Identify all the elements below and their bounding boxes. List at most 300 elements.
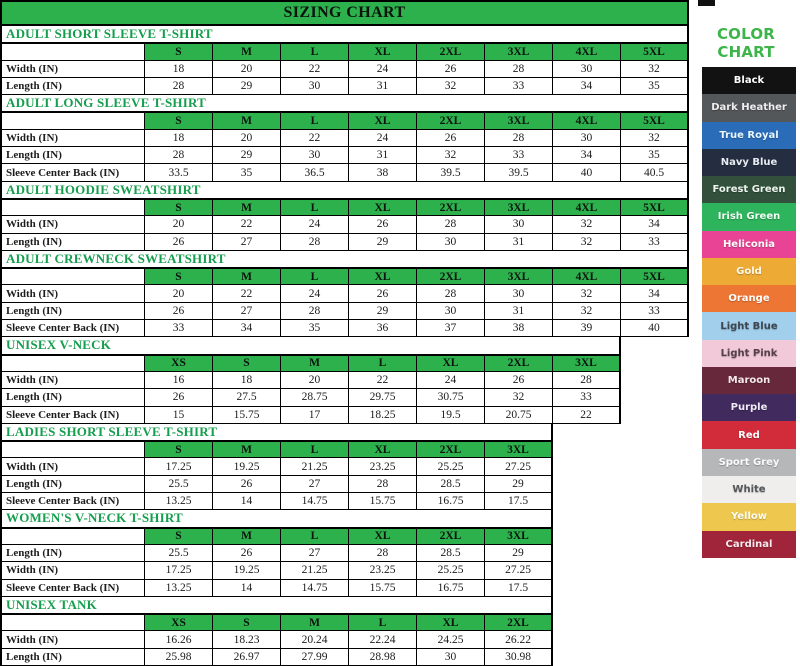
sizing-section (0, 597, 690, 666)
size-header-cell: L (349, 355, 417, 372)
value-cell: 22 (213, 216, 281, 233)
value-cell: 23.25 (349, 562, 417, 579)
color-swatch-label: Sport Grey (718, 456, 780, 468)
size-header-row (0, 268, 690, 285)
row-label-cell: Length (IN) (0, 303, 145, 320)
size-header-cell: 3XL (485, 528, 553, 545)
value-cell: 26 (145, 389, 213, 406)
color-swatch-label: Red (738, 429, 760, 441)
color-chart-swatches (702, 67, 796, 558)
size-header-row (0, 112, 690, 129)
value-cell: 27 (213, 303, 281, 320)
value-cell: 34 (621, 216, 689, 233)
value-cell: 30 (485, 216, 553, 233)
color-swatch-label: Light Blue (720, 320, 778, 332)
value-cell: 29 (349, 303, 417, 320)
value-cell: 32 (553, 216, 621, 233)
value-cell: 28 (145, 147, 213, 164)
size-header-cell: 3XL (485, 441, 553, 458)
value-cell: 27.99 (281, 649, 349, 666)
measurement-row (0, 78, 690, 95)
value-cell: 32 (417, 78, 485, 95)
value-cell: 15.75 (349, 580, 417, 597)
row-label-cell: Width (IN) (0, 285, 145, 302)
size-header-cell: 3XL (553, 355, 621, 372)
value-cell: 24.25 (417, 631, 485, 648)
value-cell: 31 (485, 234, 553, 251)
value-cell: 30 (417, 649, 485, 666)
sizing-sections (0, 26, 690, 666)
value-cell: 20 (145, 216, 213, 233)
size-table (0, 268, 690, 337)
measurement-row (0, 285, 690, 302)
value-cell: 20 (145, 285, 213, 302)
color-swatch-label: White (732, 484, 766, 496)
measurement-row (0, 580, 690, 597)
row-label-cell: Length (IN) (0, 389, 145, 406)
color-swatch-label: Forest Green (712, 184, 786, 196)
size-header-row (0, 355, 690, 372)
value-cell: 28 (349, 476, 417, 493)
color-swatch-label: Light Pink (720, 347, 778, 359)
size-header-cell: XL (349, 43, 417, 60)
row-label-cell: Sleeve Center Back (IN) (0, 320, 145, 337)
value-cell: 22 (349, 372, 417, 389)
value-cell: 28 (553, 372, 621, 389)
color-swatch (702, 94, 796, 121)
size-header-row (0, 528, 690, 545)
value-cell: 33 (621, 234, 689, 251)
row-label-cell: Sleeve Center Back (IN) (0, 407, 145, 424)
value-cell: 26 (417, 61, 485, 78)
size-header-cell: M (213, 268, 281, 285)
row-label-cell: Width (IN) (0, 631, 145, 648)
row-label-cell: Width (IN) (0, 61, 145, 78)
value-cell: 32 (417, 147, 485, 164)
value-cell: 20 (213, 130, 281, 147)
sizing-chart-banner-title: SIZING CHART (283, 4, 406, 21)
value-cell: 37 (417, 320, 485, 337)
color-swatch-label: Heliconia (722, 238, 776, 250)
value-cell: 16 (145, 372, 213, 389)
size-header-row (0, 43, 690, 60)
size-header-cell: 2XL (417, 43, 485, 60)
value-cell: 22 (281, 61, 349, 78)
size-header-cell: 2XL (417, 441, 485, 458)
value-cell: 29.75 (349, 389, 417, 406)
section-title: ADULT CREWNECK SWEATSHIRT (0, 251, 689, 268)
value-cell: 38 (349, 164, 417, 181)
size-header-cell: 2XL (417, 112, 485, 129)
value-cell: 30 (553, 130, 621, 147)
value-cell: 14.75 (281, 493, 349, 510)
value-cell: 35 (281, 320, 349, 337)
measurement-row (0, 389, 690, 406)
value-cell: 25.5 (145, 476, 213, 493)
size-header-cell: XL (349, 112, 417, 129)
value-cell: 21.25 (281, 562, 349, 579)
value-cell: 26 (485, 372, 553, 389)
value-cell: 30 (417, 234, 485, 251)
value-cell: 18 (145, 61, 213, 78)
value-cell: 30 (281, 147, 349, 164)
size-header-cell: 4XL (553, 112, 621, 129)
size-header-cell: S (145, 199, 213, 216)
color-swatch (702, 531, 796, 558)
measurement-row (0, 631, 690, 648)
row-label-cell: Length (IN) (0, 78, 145, 95)
sizing-section (0, 182, 690, 251)
value-cell: 26 (349, 285, 417, 302)
size-header-cell: M (281, 614, 349, 631)
size-header-empty-cell (0, 355, 145, 372)
value-cell: 25.98 (145, 649, 213, 666)
size-header-cell: S (145, 112, 213, 129)
size-header-cell: 4XL (553, 268, 621, 285)
size-table (0, 43, 690, 95)
color-swatch (702, 476, 796, 503)
measurement-row (0, 61, 690, 78)
color-swatch (702, 449, 796, 476)
section-title: ADULT HOODIE SWEATSHIRT (0, 182, 689, 199)
sizing-section (0, 26, 690, 95)
value-cell: 31 (349, 147, 417, 164)
row-label-cell: Width (IN) (0, 216, 145, 233)
value-cell: 30.98 (485, 649, 553, 666)
size-header-cell: L (281, 112, 349, 129)
size-header-empty-cell (0, 43, 145, 60)
size-header-cell: M (213, 43, 281, 60)
size-header-cell: M (213, 199, 281, 216)
measurement-row (0, 476, 690, 493)
value-cell: 25.25 (417, 458, 485, 475)
value-cell: 26 (145, 234, 213, 251)
value-cell: 39.5 (485, 164, 553, 181)
value-cell: 18 (213, 372, 281, 389)
value-cell: 22.24 (349, 631, 417, 648)
size-header-cell: L (281, 268, 349, 285)
color-swatch (702, 122, 796, 149)
color-swatch (702, 258, 796, 285)
value-cell: 35 (621, 147, 689, 164)
sizing-section (0, 251, 690, 337)
value-cell: 28.98 (349, 649, 417, 666)
value-cell: 20 (281, 372, 349, 389)
color-swatch (702, 367, 796, 394)
value-cell: 28 (485, 130, 553, 147)
value-cell: 21.25 (281, 458, 349, 475)
size-header-cell: L (281, 528, 349, 545)
value-cell: 24 (281, 216, 349, 233)
color-swatch (702, 67, 796, 94)
size-header-cell: L (349, 614, 417, 631)
value-cell: 29 (213, 147, 281, 164)
size-header-cell: L (281, 199, 349, 216)
value-cell: 15.75 (213, 407, 281, 424)
row-label-cell: Width (IN) (0, 372, 145, 389)
row-label-cell: Sleeve Center Back (IN) (0, 580, 145, 597)
value-cell: 27 (281, 476, 349, 493)
measurement-row (0, 164, 690, 181)
size-header-empty-cell (0, 614, 145, 631)
row-label-cell: Length (IN) (0, 649, 145, 666)
value-cell: 32 (553, 234, 621, 251)
value-cell: 27.25 (485, 562, 553, 579)
size-header-cell: XL (417, 614, 485, 631)
value-cell: 14.75 (281, 580, 349, 597)
value-cell: 26 (213, 476, 281, 493)
value-cell: 15.75 (349, 493, 417, 510)
color-swatch-label: Gold (736, 265, 762, 277)
value-cell: 35 (213, 164, 281, 181)
measurement-row (0, 320, 690, 337)
value-cell: 20.75 (485, 407, 553, 424)
measurement-row (0, 303, 690, 320)
value-cell: 26 (145, 303, 213, 320)
color-swatch-label: Navy Blue (720, 156, 778, 168)
value-cell: 28 (417, 285, 485, 302)
value-cell: 29 (485, 545, 553, 562)
size-header-cell: S (145, 43, 213, 60)
value-cell: 19.25 (213, 458, 281, 475)
value-cell: 33.5 (145, 164, 213, 181)
color-swatch (702, 231, 796, 258)
value-cell: 29 (485, 476, 553, 493)
size-header-cell: XL (349, 268, 417, 285)
row-label-cell: Length (IN) (0, 545, 145, 562)
size-header-cell: XL (349, 199, 417, 216)
value-cell: 27 (281, 545, 349, 562)
value-cell: 26 (349, 216, 417, 233)
value-cell: 24 (281, 285, 349, 302)
size-header-cell: 5XL (621, 43, 689, 60)
size-header-cell: 5XL (621, 268, 689, 285)
size-header-cell: 4XL (553, 199, 621, 216)
value-cell: 33 (553, 389, 621, 406)
value-cell: 35 (621, 78, 689, 95)
measurement-row (0, 562, 690, 579)
value-cell: 16.75 (417, 580, 485, 597)
sizing-chart-banner (0, 0, 689, 26)
value-cell: 20 (213, 61, 281, 78)
value-cell: 28 (281, 303, 349, 320)
value-cell: 17.5 (485, 493, 553, 510)
section-title: UNISEX TANK (0, 597, 553, 614)
size-header-empty-cell (0, 441, 145, 458)
value-cell: 40.5 (621, 164, 689, 181)
value-cell: 34 (553, 78, 621, 95)
value-cell: 17.25 (145, 458, 213, 475)
size-table (0, 112, 690, 181)
size-header-empty-cell (0, 268, 145, 285)
size-header-cell: L (281, 441, 349, 458)
value-cell: 26.22 (485, 631, 553, 648)
value-cell: 30 (553, 61, 621, 78)
color-swatch (702, 340, 796, 367)
size-header-cell: 3XL (485, 199, 553, 216)
value-cell: 36.5 (281, 164, 349, 181)
color-swatch-label: Yellow (730, 511, 768, 523)
size-header-cell: 4XL (553, 43, 621, 60)
value-cell: 24 (417, 372, 485, 389)
value-cell: 17.5 (485, 580, 553, 597)
value-cell: 26.97 (213, 649, 281, 666)
value-cell: 30 (417, 303, 485, 320)
measurement-row (0, 147, 690, 164)
value-cell: 28.75 (281, 389, 349, 406)
value-cell: 29 (213, 78, 281, 95)
value-cell: 30 (485, 285, 553, 302)
sizing-section (0, 510, 690, 596)
size-header-cell: XL (349, 528, 417, 545)
value-cell: 31 (349, 78, 417, 95)
size-header-row (0, 614, 690, 631)
value-cell: 22 (553, 407, 621, 424)
color-swatch (702, 312, 796, 339)
size-table (0, 199, 690, 251)
size-header-cell: M (213, 528, 281, 545)
color-swatch-label: Orange (728, 293, 770, 305)
value-cell: 33 (485, 147, 553, 164)
value-cell: 32 (621, 61, 689, 78)
color-swatch (702, 203, 796, 230)
measurement-row (0, 216, 690, 233)
measurement-row (0, 372, 690, 389)
value-cell: 22 (213, 285, 281, 302)
size-header-row (0, 441, 690, 458)
size-header-empty-cell (0, 199, 145, 216)
color-chart-title: COLOR CHART (716, 25, 776, 61)
color-swatch-label: True Royal (719, 129, 779, 141)
value-cell: 22 (281, 130, 349, 147)
sizing-section (0, 95, 690, 181)
value-cell: 32 (621, 130, 689, 147)
row-label-cell: Length (IN) (0, 234, 145, 251)
size-table (0, 441, 690, 510)
color-swatch-label: Cardinal (725, 538, 773, 550)
value-cell: 14 (213, 580, 281, 597)
size-header-cell: 2XL (417, 199, 485, 216)
color-swatch (702, 176, 796, 203)
color-swatch-label: Purple (730, 402, 768, 414)
value-cell: 28 (417, 216, 485, 233)
size-header-cell: S (145, 268, 213, 285)
value-cell: 14 (213, 493, 281, 510)
size-header-cell: 5XL (621, 199, 689, 216)
size-header-cell: M (213, 441, 281, 458)
value-cell: 23.25 (349, 458, 417, 475)
value-cell: 28.5 (417, 545, 485, 562)
value-cell: 31 (485, 303, 553, 320)
size-header-cell: XS (145, 355, 213, 372)
measurement-row (0, 545, 690, 562)
size-header-empty-cell (0, 112, 145, 129)
size-header-cell: XL (417, 355, 485, 372)
value-cell: 28 (485, 61, 553, 78)
value-cell: 16.75 (417, 493, 485, 510)
section-title: LADIES SHORT SLEEVE T-SHIRT (0, 424, 553, 441)
section-title: ADULT LONG SLEEVE T-SHIRT (0, 95, 689, 112)
size-header-cell: 2XL (485, 355, 553, 372)
value-cell: 39 (553, 320, 621, 337)
size-header-cell: 2XL (417, 528, 485, 545)
measurement-row (0, 130, 690, 147)
color-swatch-label: Black (733, 75, 765, 87)
size-table (0, 355, 690, 424)
value-cell: 26 (213, 545, 281, 562)
row-label-cell: Width (IN) (0, 458, 145, 475)
size-header-cell: M (213, 112, 281, 129)
size-header-cell: L (281, 43, 349, 60)
measurement-row (0, 234, 690, 251)
size-header-empty-cell (0, 528, 145, 545)
value-cell: 19.5 (417, 407, 485, 424)
color-swatch-label: Dark Heather (711, 102, 787, 114)
size-header-cell: 5XL (621, 112, 689, 129)
value-cell: 15 (145, 407, 213, 424)
size-header-cell: S (213, 614, 281, 631)
measurement-row (0, 493, 690, 510)
section-title: UNISEX V-NECK (0, 337, 621, 354)
value-cell: 30.75 (417, 389, 485, 406)
value-cell: 36 (349, 320, 417, 337)
row-label-cell: Length (IN) (0, 147, 145, 164)
value-cell: 40 (553, 164, 621, 181)
size-header-cell: S (145, 528, 213, 545)
size-table (0, 614, 690, 666)
value-cell: 19.25 (213, 562, 281, 579)
measurement-row (0, 407, 690, 424)
value-cell: 30 (281, 78, 349, 95)
value-cell: 33 (145, 320, 213, 337)
size-header-cell: 3XL (485, 112, 553, 129)
value-cell: 18.23 (213, 631, 281, 648)
row-label-cell: Width (IN) (0, 130, 145, 147)
row-label-cell: Width (IN) (0, 562, 145, 579)
value-cell: 29 (349, 234, 417, 251)
value-cell: 25.25 (417, 562, 485, 579)
value-cell: 27.25 (485, 458, 553, 475)
size-header-cell: S (213, 355, 281, 372)
row-label-cell: Sleeve Center Back (IN) (0, 493, 145, 510)
value-cell: 32 (553, 303, 621, 320)
size-header-cell: M (281, 355, 349, 372)
size-header-cell: 3XL (485, 43, 553, 60)
size-header-cell: 2XL (485, 614, 553, 631)
value-cell: 38 (485, 320, 553, 337)
size-header-row (0, 199, 690, 216)
value-cell: 26 (417, 130, 485, 147)
value-cell: 33 (621, 303, 689, 320)
value-cell: 20.24 (281, 631, 349, 648)
row-label-cell: Length (IN) (0, 476, 145, 493)
color-swatch-label: Irish Green (717, 211, 781, 223)
value-cell: 16.26 (145, 631, 213, 648)
value-cell: 18 (145, 130, 213, 147)
value-cell: 33 (485, 78, 553, 95)
measurement-row (0, 458, 690, 475)
value-cell: 18.25 (349, 407, 417, 424)
value-cell: 13.25 (145, 580, 213, 597)
value-cell: 27 (213, 234, 281, 251)
color-swatch (702, 394, 796, 421)
value-cell: 40 (621, 320, 689, 337)
section-title: WOMEN'S V-NECK T-SHIRT (0, 510, 553, 527)
value-cell: 24 (349, 130, 417, 147)
color-swatch (702, 421, 796, 448)
size-header-cell: 3XL (485, 268, 553, 285)
value-cell: 34 (621, 285, 689, 302)
